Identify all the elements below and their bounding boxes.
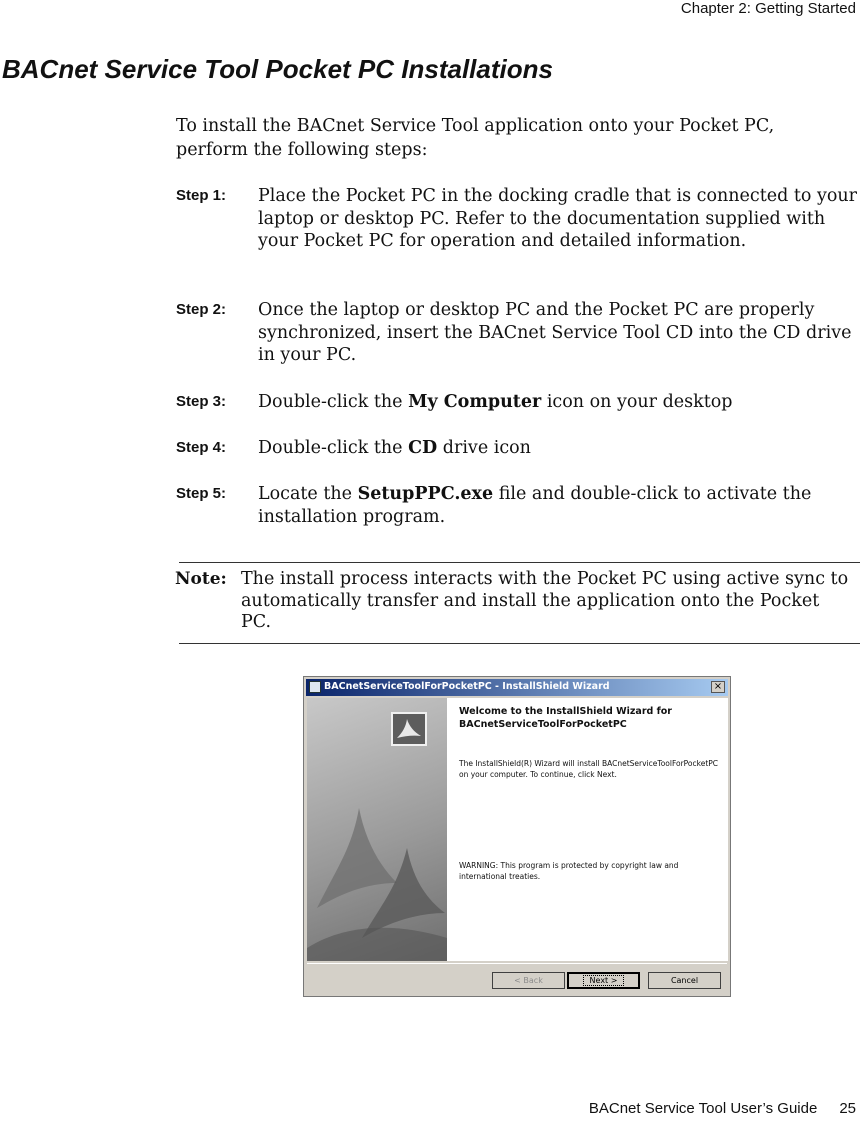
wizard-description: The InstallShield(R) Wizard will install BACnetServiceToolForPocketPC on your computer. To continue, click Next. bbox=[459, 759, 719, 779]
wizard-button-bar bbox=[307, 963, 727, 994]
wizard-heading: Welcome to the InstallShield Wizard for BACnetServiceToolForPocketPC bbox=[459, 706, 672, 730]
step-label: Step 5: bbox=[176, 485, 227, 502]
step-text: Once the laptop or desktop PC and the Pocket PC are properly synchronized, insert the BACnet Service Tool CD into the CD drive in your PC. bbox=[258, 300, 852, 365]
installshield-wizard-screenshot bbox=[303, 676, 731, 997]
wizard-title: BACnetServiceToolForPocketPC - InstallShield Wizard bbox=[324, 681, 610, 692]
intro-paragraph: To install the BACnet Service Tool application onto your Pocket PC, perform the following steps: bbox=[176, 116, 775, 160]
cancel-button[interactable]: Cancel bbox=[648, 972, 721, 989]
step-label: Step 3: bbox=[176, 393, 227, 410]
wizard-warning: WARNING: This program is protected by copyright law and international treaties. bbox=[459, 861, 679, 881]
wizard-titlebar bbox=[306, 679, 728, 696]
app-icon bbox=[309, 681, 321, 693]
note-box bbox=[175, 562, 860, 644]
step-text: Double-click the CD drive icon bbox=[258, 438, 531, 458]
close-icon[interactable]: × bbox=[711, 681, 725, 693]
page-title: BACnet Service Tool Pocket PC Installations bbox=[2, 54, 553, 84]
note-text: The install process interacts with the Pocket PC using active sync to automatically transfer and install the application onto the Pocket PC. bbox=[241, 569, 849, 632]
step-text: Locate the SetupPPC.exe file and double-click to activate the installation program. bbox=[258, 484, 812, 527]
wizard-content bbox=[447, 698, 728, 961]
step-label: Step 4: bbox=[176, 439, 227, 456]
wizard-side-graphic bbox=[307, 698, 447, 961]
page-number: 25 bbox=[839, 1100, 856, 1117]
step-text: Double-click the My Computer icon on your desktop bbox=[258, 392, 733, 412]
running-header: Chapter 2: Getting Started bbox=[680, 0, 856, 17]
step-label: Step 1: bbox=[176, 187, 227, 204]
installshield-logo-icon bbox=[391, 712, 427, 746]
step-label: Step 2: bbox=[176, 301, 227, 318]
next-button[interactable] bbox=[567, 972, 640, 989]
note-label: Note: bbox=[175, 569, 227, 589]
guide-title: BACnet Service Tool User’s Guide bbox=[588, 1100, 818, 1117]
next-button-label: Next > bbox=[583, 975, 625, 986]
step-text: Place the Pocket PC in the docking cradle that is connected to your laptop or desktop PC. Refer to the documentation supplied with your Pocket PC for operation and detailed information. bbox=[258, 186, 858, 251]
running-footer bbox=[589, 1100, 856, 1117]
back-button[interactable]: < Back bbox=[492, 972, 565, 989]
